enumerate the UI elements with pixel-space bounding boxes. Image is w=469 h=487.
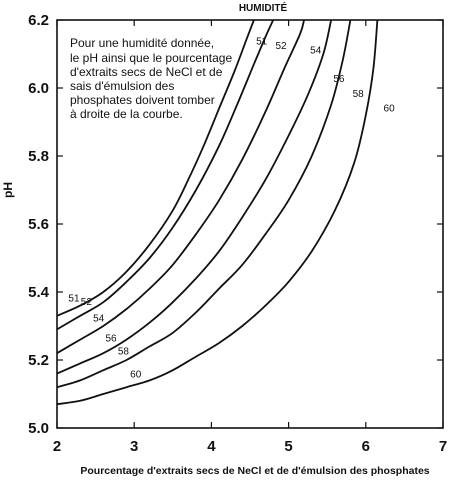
curve-label-upper: 60 [383,103,395,115]
chart-title: HUMIDITÉ [238,3,288,14]
x-tick-label: 6 [361,438,370,455]
x-tick-label: 2 [52,438,62,455]
annotation-line: Pour une humidité donnée, [70,36,215,50]
y-tick-label: 5.0 [28,420,49,437]
annotation-line: à droite de la courbe. [70,107,183,121]
curve-label-upper: 54 [310,45,322,57]
annotation-line: phosphates doivent tomber [70,93,215,107]
curve-label-upper: 51 [256,36,268,48]
curve-label-lower: 58 [117,346,129,358]
annotation-line: le pH ainsi que le pourcentage [70,51,233,65]
x-axis-title: Pourcentage d'extraits secs de NeCl et de d'émulsion des phosphates [80,465,430,477]
curve-label-upper: 58 [352,88,364,100]
x-tick-label: 4 [207,438,216,455]
y-tick-label: 5.4 [28,284,49,301]
annotation-text [70,36,232,121]
annotation-line: sais d'émulsion des [70,79,175,93]
curve-label-lower: 56 [105,333,117,345]
curve-label-lower: 54 [93,313,105,325]
annotation-line: d'extraits secs de NeCl et de [70,65,223,79]
y-tick-label: 5.2 [28,352,49,369]
curve-label-lower: 51 [68,293,80,305]
x-tick-label: 5 [284,438,293,455]
y-tick-label: 6.0 [28,80,49,97]
curve-label-upper: 56 [333,74,345,85]
x-tick-label: 3 [130,438,139,455]
curve-label-lower: 52 [80,297,92,309]
x-tick-label: 7 [438,438,448,455]
curve-label-upper: 52 [275,41,287,52]
curve-label-lower: 60 [130,369,142,381]
y-tick-label: 6.2 [28,12,49,29]
y-tick-label: 5.8 [28,148,49,165]
y-axis-title: pH [1,182,15,198]
y-tick-label: 5.6 [28,216,49,233]
